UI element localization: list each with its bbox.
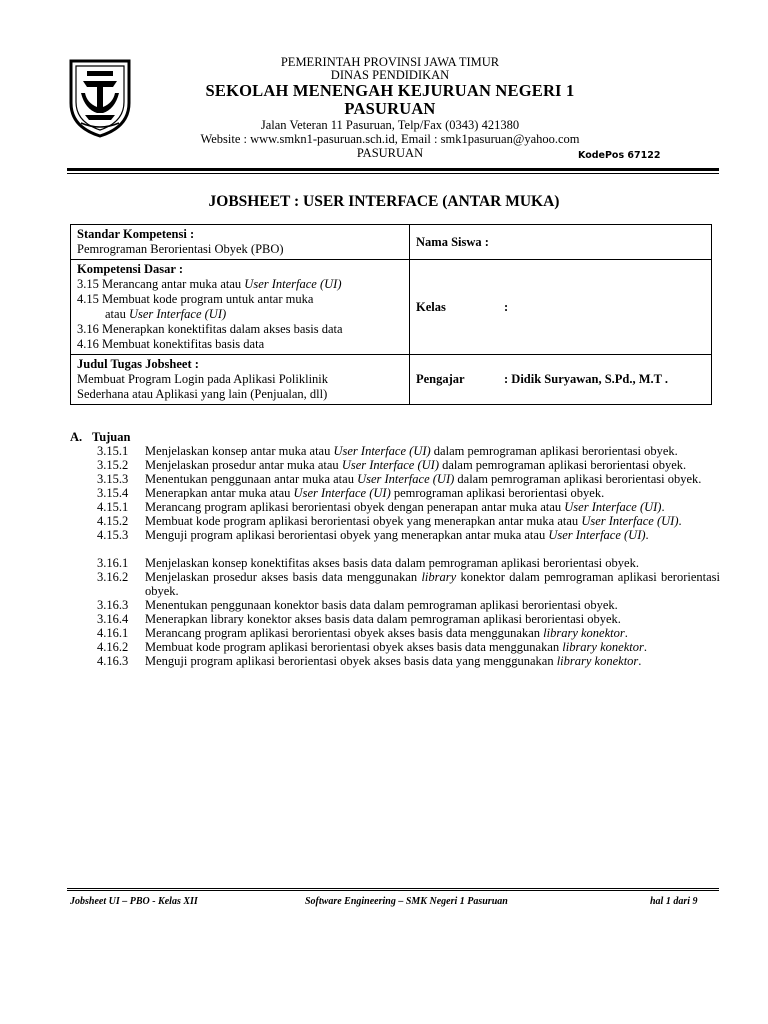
provincial-seal-logo <box>67 57 133 139</box>
objective-list <box>70 444 720 668</box>
judul-label: Judul Tugas Jobsheet : <box>77 357 199 371</box>
objective-text: Menjelaskan konsep konektifitas akses basis data dalam pemrograman aplikasi berorientasi obyek. <box>145 556 639 570</box>
objective-item <box>70 598 720 612</box>
objective-number: 4.15.1 <box>97 500 129 514</box>
objective-item <box>70 612 720 626</box>
kd-item: 3.16 Menerapkan konektifitas dalam akses basis data <box>77 322 343 336</box>
objective-text: Menerapkan library konektor akses basis data dalam pemrograman aplikasi berorientasi obyek. <box>145 612 621 626</box>
objective-text: Menentukan penggunaan konektor basis data dalam pemrograman aplikasi berorientasi obyek. <box>145 598 618 612</box>
kd-item: 4.15 Membuat kode program untuk antar muka <box>77 292 314 306</box>
standar-label: Standar Kompetensi : <box>77 227 195 241</box>
pengajar-value: : Didik Suryawan, S.Pd., M.T . <box>504 372 669 386</box>
judul-line: Membuat Program Login pada Aplikasi Poliklinik <box>77 372 329 386</box>
objective-item <box>70 556 720 570</box>
kelas-separator: : <box>504 299 509 314</box>
objective-number: 3.15.3 <box>97 472 129 486</box>
objective-number: 3.15.2 <box>97 458 129 472</box>
objective-number: 4.15.3 <box>97 528 129 542</box>
objective-item <box>70 486 720 500</box>
objective-text: Membuat kode program aplikasi berorientasi obyek yang menerapkan antar muka atau User Interface (UI). <box>145 514 682 528</box>
school-city: PASURUAN <box>344 99 436 118</box>
postal-code: KodePos 67122 <box>578 150 661 161</box>
header-divider-thin <box>67 173 719 174</box>
objective-item <box>70 514 720 528</box>
objective-text: Merancang program aplikasi berorientasi obyek dengan penerapan antar muka atau User Interface (UI). <box>145 500 665 514</box>
objective-number: 4.15.2 <box>97 514 129 528</box>
standar-value: Pemrograman Berorientasi Obyek (PBO) <box>77 242 284 256</box>
objective-item <box>70 472 720 486</box>
footer-page-number: hal 1 dari 9 <box>650 896 698 907</box>
objective-item <box>70 570 720 598</box>
objective-number: 3.16.2 <box>97 570 129 584</box>
kd-item-continued: atau User Interface (UI) <box>105 307 227 321</box>
objective-number: 4.16.3 <box>97 654 129 668</box>
objective-number: 3.15.1 <box>97 444 129 458</box>
objective-number: 3.16.4 <box>97 612 129 626</box>
objective-text: Menjelaskan konsep antar muka atau User Interface (UI) dalam pemrograman aplikasi berorientasi obyek. <box>145 444 678 458</box>
kd-item: 3.15 Merancang antar muka atau User Interface (UI) <box>77 277 342 291</box>
objective-item <box>70 458 720 472</box>
footer-left: Jobsheet UI – PBO - Kelas XII <box>70 896 198 907</box>
objective-item <box>70 654 720 668</box>
kelas-label: Kelas <box>416 299 446 314</box>
objective-number: 4.16.2 <box>97 640 129 654</box>
document-title: JOBSHEET : USER INTERFACE (ANTAR MUKA) <box>208 193 560 210</box>
agency-name: DINAS PENDIDIKAN <box>330 68 450 82</box>
objective-number: 4.16.1 <box>97 626 129 640</box>
objective-number: 3.16.3 <box>97 598 129 612</box>
footer-divider <box>67 890 719 891</box>
pengajar-cell <box>410 355 712 405</box>
jobsheet-info-table <box>70 224 712 405</box>
school-website: Website : www.smkn1-pasuruan.sch.id, Email : smk1pasuruan@yahoo.com <box>200 132 580 146</box>
objective-text: Menerapkan antar muka atau User Interface (UI) pemrograman aplikasi berorientasi obyek. <box>145 486 605 500</box>
school-address: Jalan Veteran 11 Pasuruan, Telp/Fax (0343) 421380 <box>260 118 520 132</box>
kompetensi-dasar-cell <box>71 260 410 355</box>
section-heading <box>70 430 720 444</box>
kd-item: 4.16 Membuat konektifitas basis data <box>77 337 265 351</box>
objective-number: 3.15.4 <box>97 486 129 500</box>
objective-number: 3.16.1 <box>97 556 129 570</box>
section-letter: A. <box>70 430 83 444</box>
section-tujuan <box>70 430 720 668</box>
objective-text: Menguji program aplikasi berorientasi obyek akses basis data yang menggunakan library konektor. <box>145 654 642 668</box>
kd-label: Kompetensi Dasar : <box>77 262 184 276</box>
city-name: PASURUAN <box>356 146 424 160</box>
objective-item <box>70 640 720 654</box>
pengajar-label: Pengajar <box>416 372 465 386</box>
footer-middle: Software Engineering – SMK Negeri 1 Pasuruan <box>305 896 508 907</box>
objective-item <box>70 500 720 514</box>
objective-text: Menjelaskan prosedur antar muka atau User Interface (UI) dalam pemrograman aplikasi berorientasi obyek. <box>145 458 687 472</box>
judul-tugas-cell <box>71 355 410 405</box>
nama-siswa-cell <box>410 225 712 260</box>
objective-text: Menguji program aplikasi berorientasi obyek yang menerapkan antar muka atau User Interface (UI). <box>145 528 649 542</box>
list-gap <box>70 542 720 556</box>
judul-line: Sederhana atau Aplikasi yang lain (Penjualan, dll) <box>77 387 328 401</box>
objective-item <box>70 626 720 640</box>
objective-text: Merancang program aplikasi berorientasi obyek akses basis data menggunakan library konektor. <box>145 626 628 640</box>
kelas-cell <box>410 260 712 355</box>
standar-kompetensi-cell <box>71 225 410 260</box>
objective-text: Menjelaskan prosedur akses basis data menggunakan library konektor dalam pemrograman aplikasi berorientasi obyek. <box>145 570 720 598</box>
header-divider-thick <box>67 168 719 171</box>
section-title: Tujuan <box>92 430 131 444</box>
objective-item <box>70 528 720 542</box>
objective-item <box>70 444 720 458</box>
nama-label: Nama Siswa : <box>416 234 489 249</box>
objective-text: Membuat kode program aplikasi berorientasi obyek akses basis data menggunakan library konektor. <box>145 640 647 654</box>
letterhead <box>140 56 640 160</box>
footer-divider <box>67 888 719 889</box>
school-name: SEKOLAH MENENGAH KEJURUAN NEGERI 1 <box>205 81 575 100</box>
gov-name: PEMERINTAH PROVINSI JAWA TIMUR <box>280 55 500 69</box>
objective-text: Menentukan penggunaan antar muka atau User Interface (UI) dalam pemrograman aplikasi berorientasi obyek. <box>145 472 702 486</box>
